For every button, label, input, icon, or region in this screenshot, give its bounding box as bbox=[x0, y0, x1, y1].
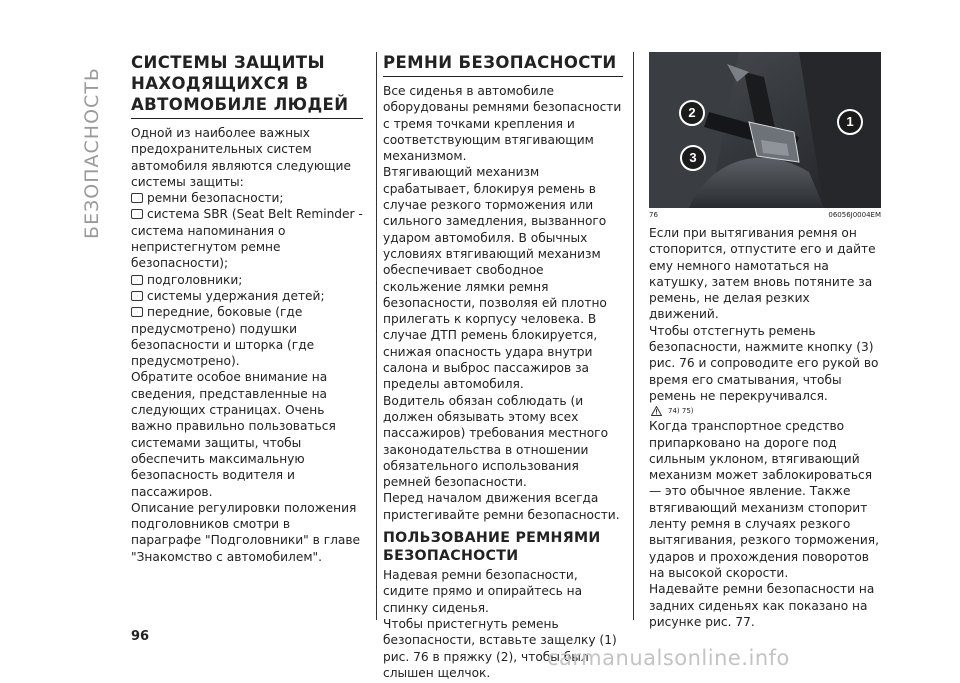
callout-1: 1 bbox=[837, 109, 863, 135]
checkbox-bullet-icon bbox=[131, 307, 143, 317]
section-heading: СИСТЕМЫ ЗАЩИТЫ НАХОДЯЩИХСЯ В АВТОМОБИЛЕ ЛЮДЕЙ bbox=[131, 52, 363, 119]
column-divider bbox=[376, 52, 377, 620]
checkbox-bullet-icon bbox=[131, 275, 143, 285]
warning-triangle-icon bbox=[651, 406, 662, 416]
page-number: 96 bbox=[131, 629, 150, 644]
column-seat-belt-usage bbox=[649, 52, 881, 630]
list-item: системы удержания детей; bbox=[131, 288, 363, 304]
checkbox-bullet-icon bbox=[131, 193, 143, 203]
body-paragraph: Водитель обязан соблюдать (и должен обязывать этому всех пассажиров) требования местного законодательства в отношении обязательного использования ремней безопасности. bbox=[383, 393, 609, 490]
column-occupant-protection bbox=[131, 52, 363, 565]
body-paragraph: Когда транспортное средство припарковано на дороге под сильным уклоном, втягивающий механизм может заблокироваться — это обычное явление. Также втягивающий механизм стопорит ленту ремня в случаях резкого вытягивания, резкого торможения, ударов и прохождения поворотов на высокой скорости. bbox=[649, 419, 879, 580]
list-item: ремни безопасности; bbox=[131, 190, 363, 206]
body-paragraph: Перед началом движения всегда пристегивайте ремни безопасности. bbox=[383, 491, 620, 522]
checkbox-bullet-icon bbox=[131, 291, 143, 301]
figure-number: 76 bbox=[649, 211, 658, 219]
body-paragraph: Надевайте ремни безопасности на задних сиденьях как показано на рисунке рис. 77. bbox=[649, 582, 875, 629]
body-paragraph: Чтобы отстегнуть ремень безопасности, нажмите кнопку (3) рис. 76 и сопроводите его рукой во время его сматывания, чтобы ремень не перекручивался. bbox=[649, 323, 879, 403]
body-paragraph: Описание регулировки положения подголовников смотри в параграфе "Подголовники" в главе "Знакомство с автомобилем". bbox=[131, 500, 361, 564]
figure-caption bbox=[649, 211, 881, 219]
body-paragraph: Втягивающий механизм срабатывает, блокируя ремень в случае резкого торможения или сильного замедления, вызванного ударом автомобиля. В обычных условиях втягивающий механизм обеспечивает свободное скольжение лямки ремня безопасности, позволяя ей плотно прилегать к корпусу человека. В случае ДТП ремень блокируется, снижая опасность удара внутри салона и выброс пассажиров за пределы автомобиля. bbox=[383, 165, 607, 392]
watermark: carmanualsonline.info bbox=[547, 646, 790, 670]
callout-3: 3 bbox=[680, 145, 706, 171]
figure-code: 06056J0004EM bbox=[828, 211, 881, 219]
list-item: подголовники; bbox=[131, 272, 363, 288]
checkbox-bullet-icon bbox=[131, 209, 143, 219]
intro-paragraph: Одной из наиболее важных предохранительных систем автомобиля являются следующие системы защиты: bbox=[131, 126, 351, 189]
list-item: передние, боковые (где предусмотрено) подушки безопасности и шторка (где предусмотрено). bbox=[131, 305, 315, 369]
column-seat-belts bbox=[383, 52, 623, 681]
body-paragraph: Надевая ремни безопасности, сидите прямо и опирайтесь на спинку сиденья. bbox=[383, 568, 583, 615]
section-side-tab bbox=[78, 48, 106, 258]
subsection-heading: ПОЛЬЗОВАНИЕ РЕМНЯМИ БЕЗОПАСНОСТИ bbox=[383, 530, 601, 565]
warning-refs: 74) 75) bbox=[668, 407, 694, 416]
column-divider bbox=[633, 52, 634, 620]
seat-belt-buckle-figure bbox=[649, 52, 881, 208]
section-heading: РЕМНИ БЕЗОПАСНОСТИ bbox=[383, 52, 623, 77]
section-side-tab-label: БЕЗОПАСНОСТЬ bbox=[81, 67, 103, 239]
body-paragraph: Все сиденья в автомобиле оборудованы ремнями безопасности с тремя точками крепления и соответствующим втягивающим механизмом. bbox=[383, 84, 622, 164]
list-item: система SBR (Seat Belt Reminder - система напоминания о непристегнутом ремне безопасности); bbox=[131, 207, 363, 271]
callout-2: 2 bbox=[679, 100, 705, 126]
body-paragraph: Если при вытягивания ремня он стопорится, отпустите его и дайте ему немного намотаться на катушку, затем вновь потяните за ремень, не делая резких движений. bbox=[649, 226, 876, 322]
body-paragraph: Обратите особое внимание на сведения, представленные на следующих страницах. Очень важно правильно пользоваться системами защиты, чтобы обеспечить максимальную безопасность водителя и пассажиров. bbox=[131, 370, 336, 499]
warning-reference bbox=[651, 406, 881, 416]
body-paragraph: Чтобы пристегнуть ремень безопасности, вставьте защелку (1) рис. 76 в пряжку (2), чтобы был слышен щелчок. bbox=[383, 616, 617, 680]
